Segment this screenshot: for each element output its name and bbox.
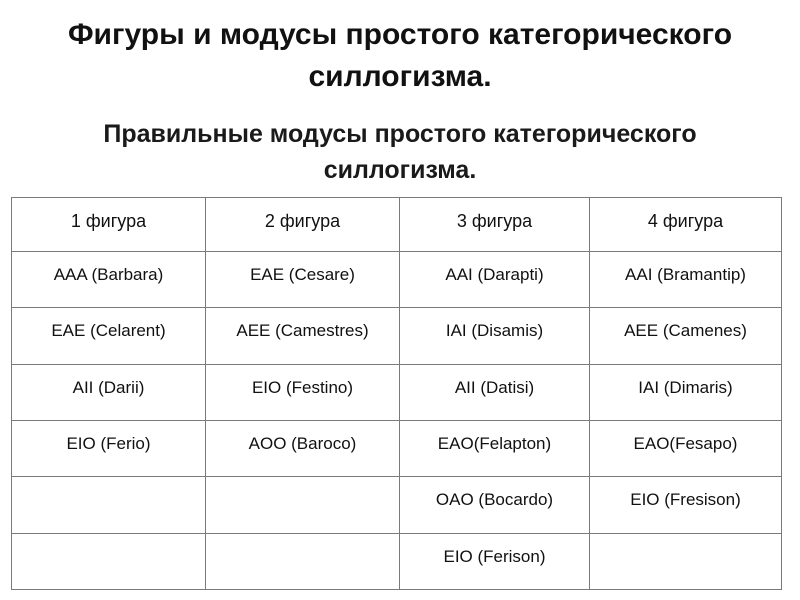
- table-cell: AEE (Camenes): [590, 308, 782, 364]
- title-line-1: Фигуры и модусы простого категорического: [67, 18, 733, 51]
- table-row: [12, 252, 782, 308]
- syllogism-table-container: [11, 197, 781, 590]
- table-cell: [12, 533, 206, 589]
- header-cell-figure-1: 1 фигура: [12, 198, 206, 252]
- table-cell: AAA (Barbara): [12, 252, 206, 308]
- table-cell: AAI (Bramantip): [590, 252, 782, 308]
- table-header-row: [12, 198, 782, 252]
- page-subtitle: [0, 116, 800, 188]
- table-cell: AAI (Darapti): [400, 252, 590, 308]
- table-row: [12, 533, 782, 589]
- table-cell: EIO (Festino): [206, 364, 400, 420]
- table-cell: EAE (Cesare): [206, 252, 400, 308]
- table-row: [12, 420, 782, 476]
- page-title: [0, 14, 800, 98]
- table-cell: EIO (Ferio): [12, 420, 206, 476]
- table-cell: [206, 477, 400, 533]
- subtitle-line-1: Правильные модусы простого категорического: [103, 120, 697, 148]
- table-cell: IAI (Dimaris): [590, 364, 782, 420]
- table-cell: [590, 533, 782, 589]
- header-cell-figure-2: 2 фигура: [206, 198, 400, 252]
- table-cell: IAI (Disamis): [400, 308, 590, 364]
- table-cell: EIO (Ferison): [400, 533, 590, 589]
- header-cell-figure-4: 4 фигура: [590, 198, 782, 252]
- table-cell: [206, 533, 400, 589]
- syllogism-moods-table: [11, 197, 782, 590]
- header-cell-figure-3: 3 фигура: [400, 198, 590, 252]
- table-cell: [12, 477, 206, 533]
- table-row: [12, 308, 782, 364]
- table-cell: EIO (Fresison): [590, 477, 782, 533]
- title-line-2: силлогизма.: [308, 60, 492, 93]
- table-cell: EAE (Celarent): [12, 308, 206, 364]
- table-row: [12, 477, 782, 533]
- table-cell: AII (Darii): [12, 364, 206, 420]
- table-row: [12, 364, 782, 420]
- table-cell: AOO (Baroco): [206, 420, 400, 476]
- table-cell: EAO(Felapton): [400, 420, 590, 476]
- table-cell: OAO (Bocardo): [400, 477, 590, 533]
- table-cell: EAO(Fesapo): [590, 420, 782, 476]
- table-cell: AEE (Camestres): [206, 308, 400, 364]
- subtitle-line-2: силлогизма.: [323, 156, 477, 184]
- table-cell: AII (Datisi): [400, 364, 590, 420]
